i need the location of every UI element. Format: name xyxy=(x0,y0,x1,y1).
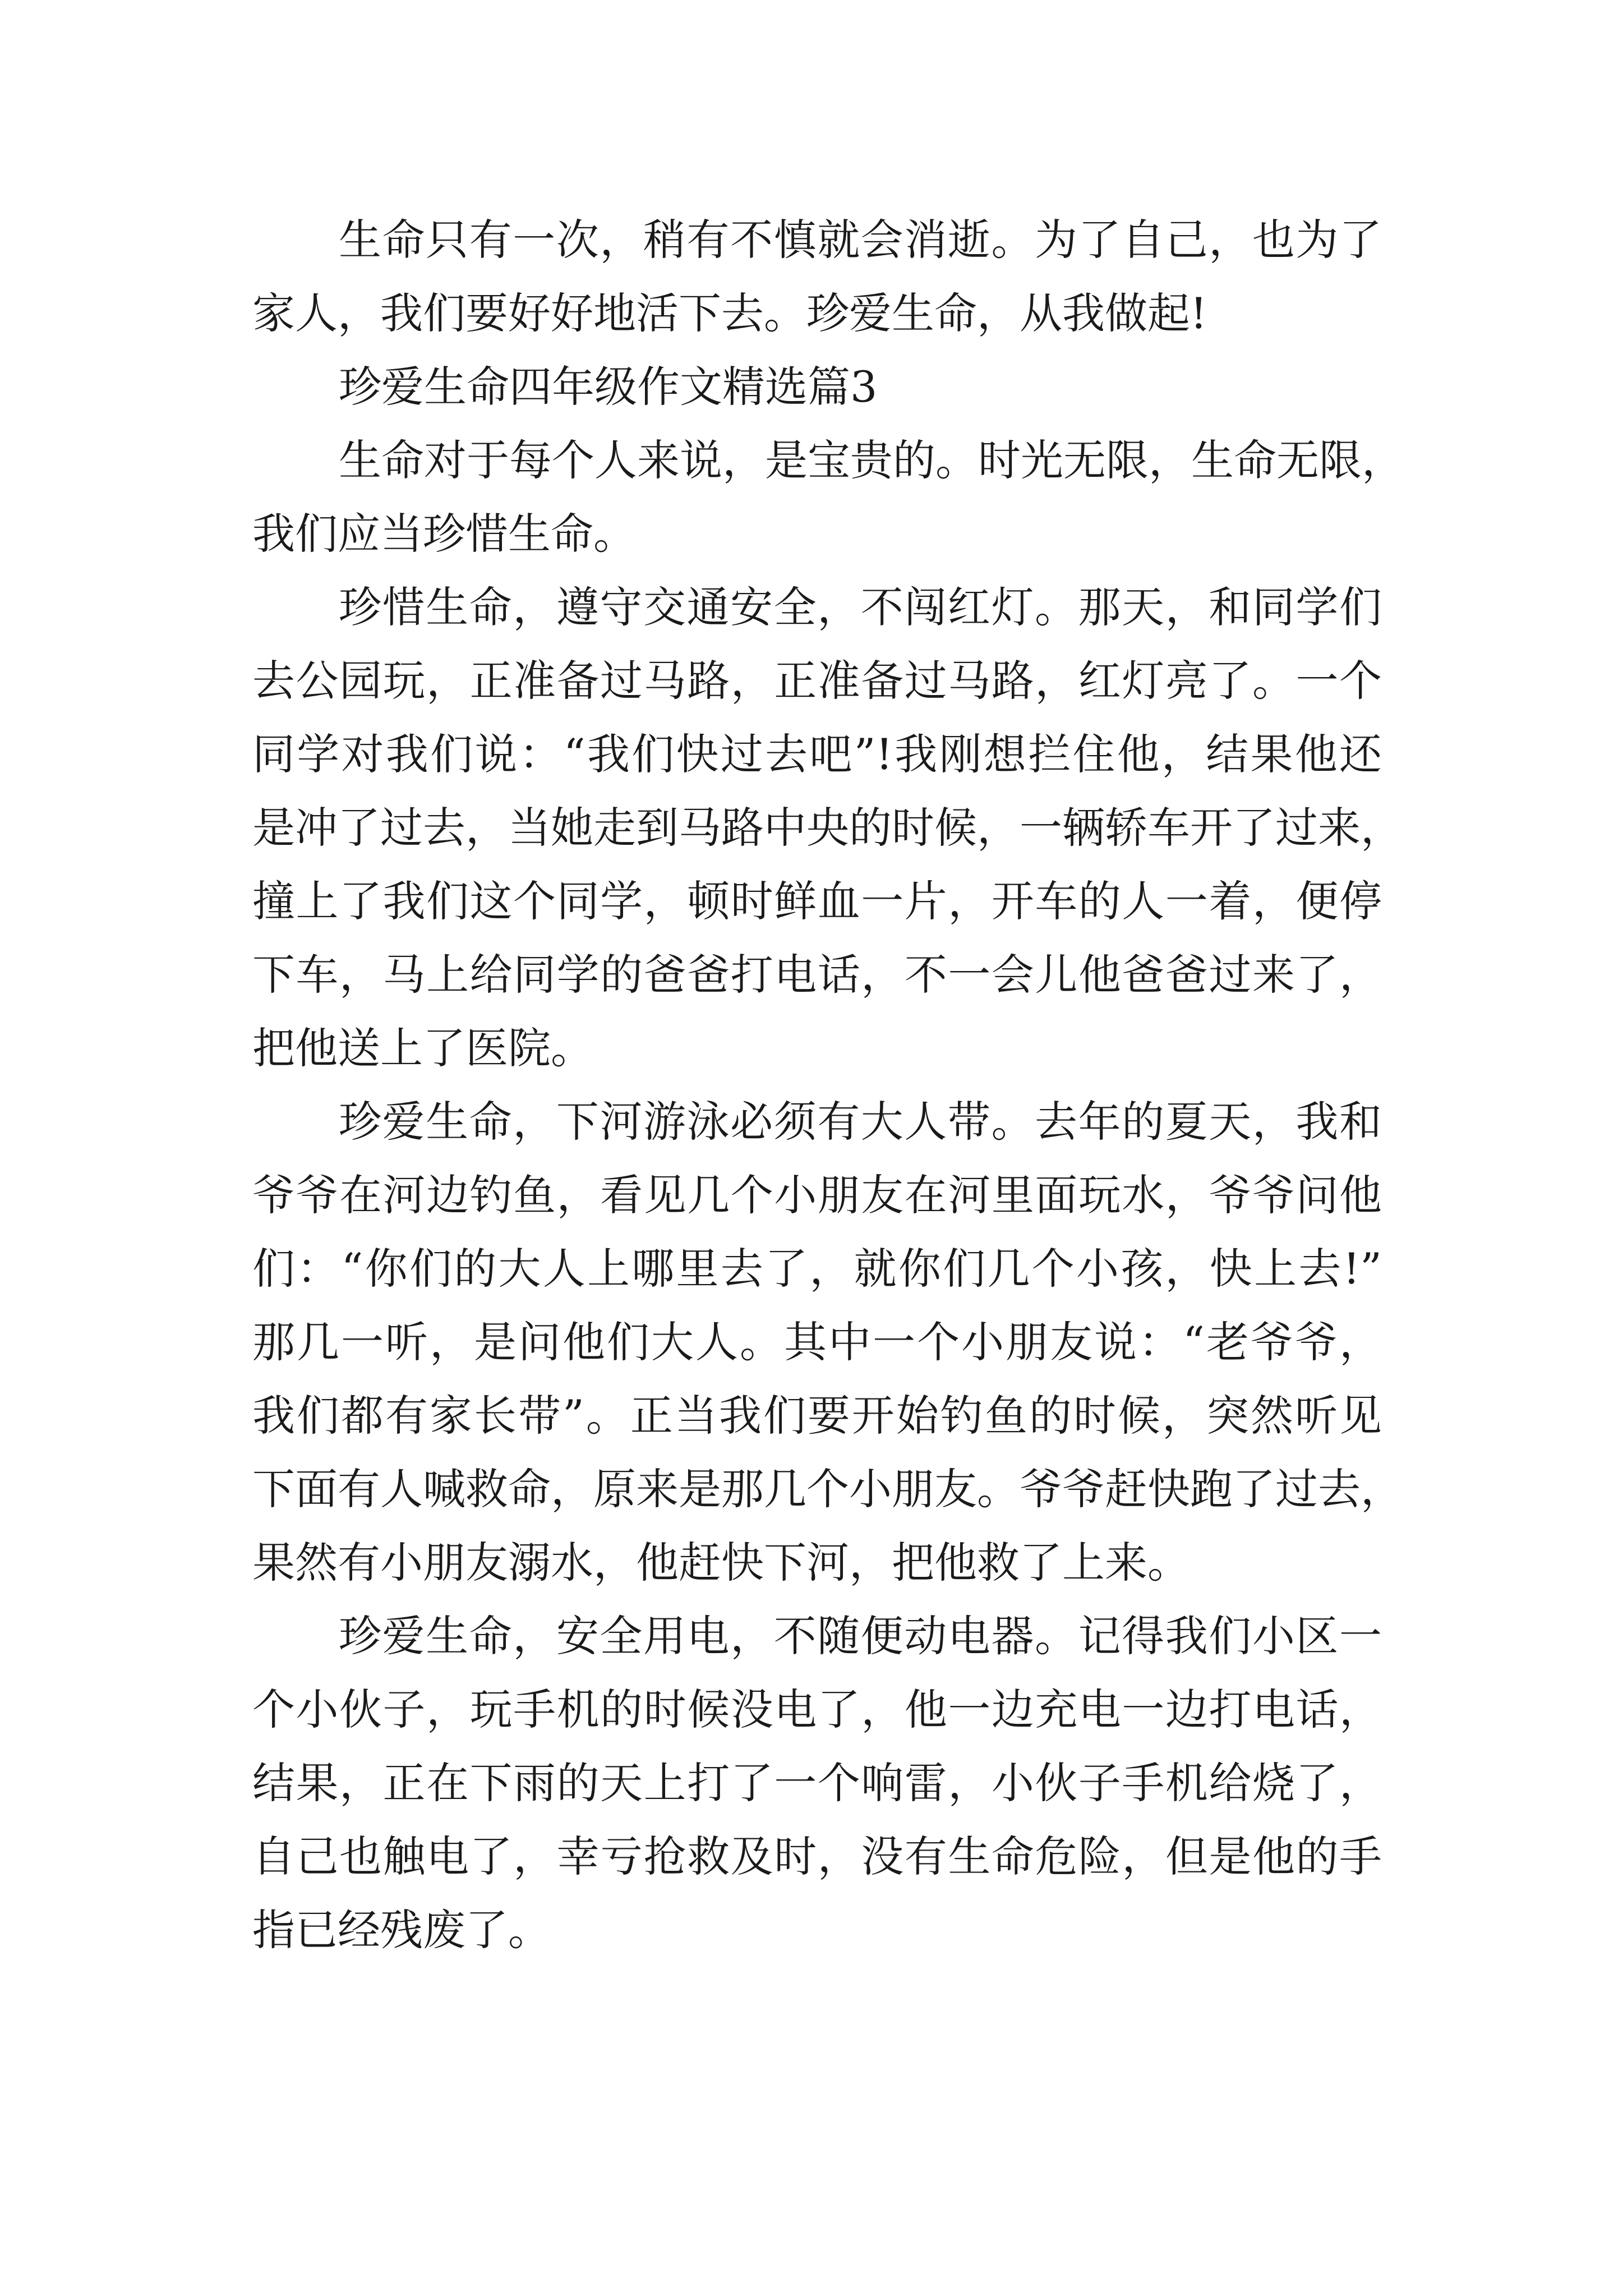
text-line: 果然有小朋友溺水，他赶快下河，把他救了上来。 xyxy=(252,1538,1190,1588)
text-line: 撞上了我们这个同学，顿时鲜血一片，开车的人一着，便停 xyxy=(252,876,1382,926)
text-line: 我们都有家长带”。正当我们要开始钓鱼的时候，突然听见 xyxy=(252,1391,1382,1441)
paragraph xyxy=(252,424,1404,570)
text-line: 自己也触电了，幸亏抢救及时，没有生命危险，但是他的手 xyxy=(252,1832,1382,1881)
document-body xyxy=(252,203,1404,1967)
text-line: 个小伙子，玩手机的时候没电了，他一边充电一边打电话， xyxy=(252,1685,1382,1734)
paragraph xyxy=(252,570,1403,1085)
paragraph xyxy=(252,1085,1403,1599)
text-line: 下车，马上给同学的爸爸打电话，不一会儿他爸爸过来了， xyxy=(252,950,1382,1000)
text-line: 下面有人喊救命，原来是那几个小朋友。爷爷赶快跑了过去， xyxy=(252,1464,1403,1514)
text-line: 是冲了过去，当她走到马路中央的时候，一辆轿车开了过来， xyxy=(252,803,1403,853)
text-line: 珍爱生命，下河游泳必须有大人带。去年的夏天，我和 xyxy=(339,1097,1382,1147)
text-line: 珍惜生命，遵守交通安全，不闯红灯。那天，和同学们 xyxy=(339,582,1382,632)
paragraph xyxy=(252,1599,1382,1967)
text-line: 去公园玩，正准备过马路，正准备过马路，红灯亮了。一个 xyxy=(252,656,1382,706)
text-line: 结果，正在下雨的天上打了一个响雷，小伙子手机给烧了， xyxy=(252,1758,1382,1808)
text-line: 家人，我们要好好地活下去。珍爱生命，从我做起! xyxy=(252,288,1207,338)
section-heading xyxy=(252,350,1382,424)
text-line: 生命对于每个人来说，是宝贵的。时光无限，生命无限， xyxy=(339,435,1404,485)
text-line: 们：“你们的大人上哪里去了，就你们几个小孩，快上去!” xyxy=(252,1244,1382,1294)
paragraph xyxy=(252,203,1382,350)
text-line: 爷爷在河边钓鱼，看见几个小朋友在河里面玩水，爷爷问他 xyxy=(252,1170,1382,1220)
text-line: 我们应当珍惜生命。 xyxy=(252,509,636,559)
text-line: 那几一听，是问他们大人。其中一个小朋友说：“老爷爷， xyxy=(252,1317,1382,1367)
text-line: 指已经残废了。 xyxy=(252,1905,551,1955)
text-line: 珍爱生命，安全用电，不随便动电器。记得我们小区一 xyxy=(339,1611,1382,1661)
text-line: 把他送上了医院。 xyxy=(252,1023,593,1073)
text-line: 生命只有一次，稍有不慎就会消逝。为了自己，也为了 xyxy=(339,215,1382,265)
text-line: 同学对我们说：“我们快过去吧”!我刚想拦住他，结果他还 xyxy=(252,729,1382,779)
heading-text: 珍爱生命四年级作文精选篇3 xyxy=(339,362,878,412)
